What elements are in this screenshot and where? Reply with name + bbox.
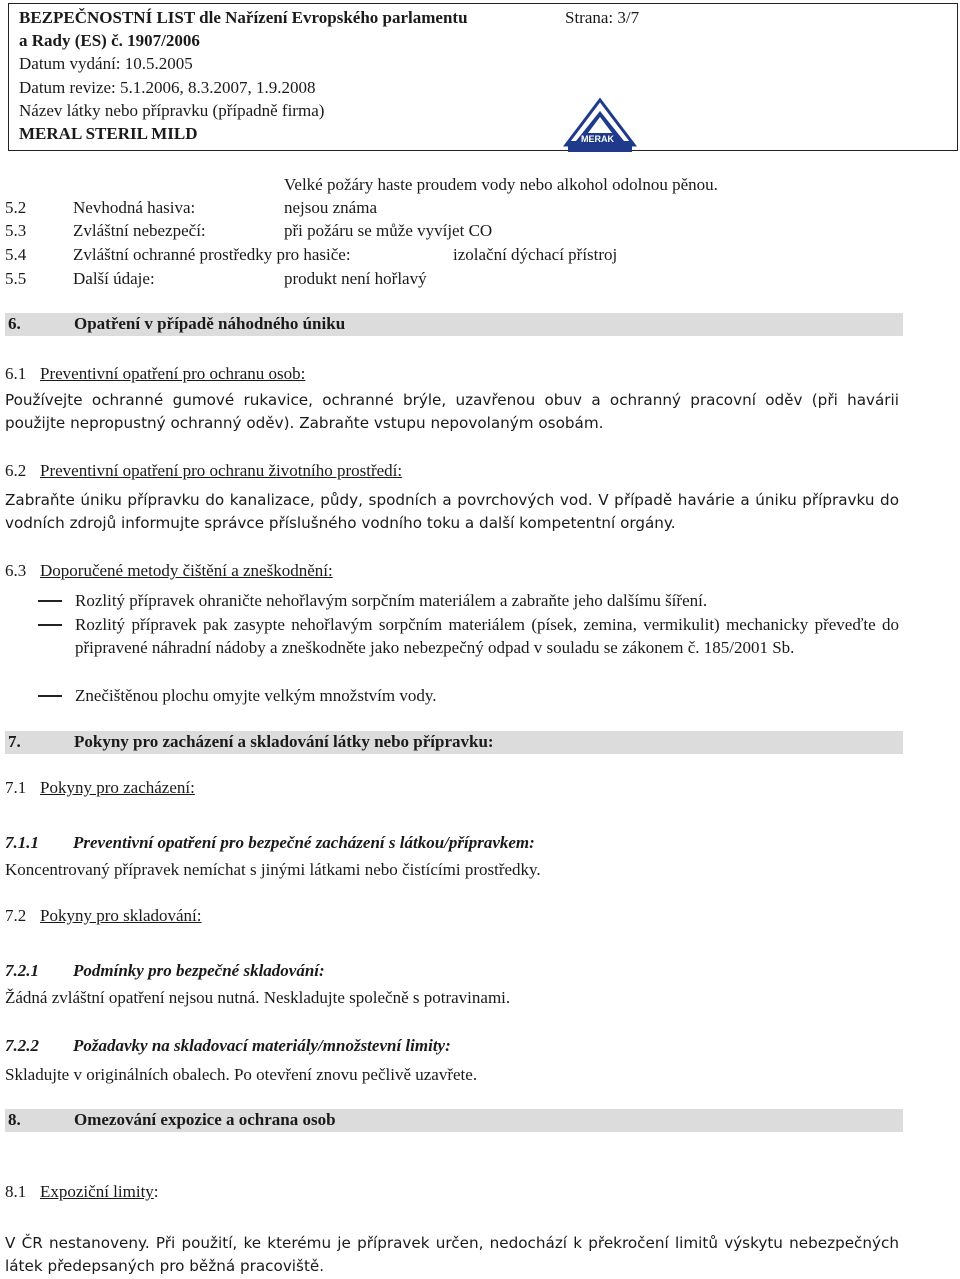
section-7-header — [5, 731, 903, 754]
fire-intro-line: Velké požáry haste proudem vody nebo alkohol odolnou pěnou. — [284, 175, 718, 194]
page-number: Strana: 3/7 — [565, 8, 640, 27]
subsection-7-2-number: 7.2 — [5, 906, 27, 925]
item-value: při požáru se může vyvíjet CO — [284, 221, 493, 240]
subsection-6-1-text: Používejte ochranné gumové rukavice, ochranné brýle, uzavřenou obuv a ochranný pracovní oděv (při havárii použijte nepropustný ochranný oděv). Zabraňte vstupu nepovolaným osobám. — [5, 391, 899, 432]
subsection-7-2-1-title: Podmínky pro bezpečné skladování: — [73, 961, 325, 980]
document-header — [8, 3, 958, 151]
subsection-8-1-heading — [40, 1181, 159, 1203]
section-title: Opatření v případě náhodného úniku — [74, 314, 346, 333]
item-number: 5.5 — [5, 269, 27, 288]
list-item: Rozlitý přípravek pak zasypte nehořlavým sorpčním materiálem (písek, zemina, vermikulit) mechanicky převeďte do připravené náhradní nádoby a zneškodněte jako nebezpečný odpad v souladu se zákonem č. 185/2001 Sb. — [75, 615, 899, 657]
revision-date: Datum revize: 5.1.2006, 8.3.2007, 1.9.2008 — [19, 78, 316, 97]
section-number: 7. — [8, 732, 21, 751]
section-title: Pokyny pro zacházení a skladování látky nebo přípravku: — [74, 732, 494, 751]
logo-text: MERAK — [581, 134, 614, 144]
subsection-6-2-title: Preventivní opatření pro ochranu životního prostředí: — [40, 461, 403, 480]
subsection-7-1-title: Pokyny pro zacházení: — [40, 778, 195, 797]
subsection-7-1-number: 7.1 — [5, 778, 27, 797]
product-name: MERAL STERIL MILD — [19, 124, 198, 143]
subsection-7-2-title: Pokyny pro skladování: — [40, 906, 202, 925]
subsection-6-3-number: 6.3 — [5, 561, 27, 580]
subsection-7-2-2-number: 7.2.2 — [5, 1036, 39, 1055]
product-name-label: Název látky nebo přípravku (případně firma) — [19, 101, 325, 120]
subsection-6-1-title: Preventivní opatření pro ochranu osob: — [40, 364, 306, 383]
list-item: Znečištěnou plochu omyjte velkým množstvím vody. — [75, 686, 437, 705]
dash-bullet-icon — [38, 695, 62, 697]
section-8-header — [5, 1109, 903, 1132]
item-number: 5.4 — [5, 245, 27, 264]
subsection-7-1-1-text: Koncentrovaný přípravek nemíchat s jinými látkami nebo čistícími prostředky. — [5, 860, 541, 879]
item-number: 5.2 — [5, 198, 27, 217]
subsection-7-2-2-text: Skladujte v originálních obalech. Po otevření znovu pečlivě uzavřete. — [5, 1065, 478, 1084]
item-value: nejsou známa — [284, 198, 377, 217]
subsection-7-1-1-number: 7.1.1 — [5, 833, 39, 852]
issue-date: Datum vydání: 10.5.2005 — [19, 54, 193, 73]
item-value: produkt není hořlavý — [284, 269, 427, 288]
subsection-7-2-1-number: 7.2.1 — [5, 961, 39, 980]
item-value: izolační dýchací přístroj — [453, 245, 618, 264]
dash-bullet-icon — [38, 600, 62, 602]
item-label: Nevhodná hasiva: — [73, 198, 196, 217]
subsection-7-2-1-text: Žádná zvláštní opatření nejsou nutná. Neskladujte společně s potravinami. — [5, 988, 511, 1007]
item-number: 5.3 — [5, 221, 27, 240]
regulation-number: a Rady (ES) č. 1907/2006 — [19, 31, 200, 50]
section-title: Omezování expozice a ochrana osob — [74, 1110, 336, 1129]
subsection-6-3-title: Doporučené metody čištění a zneškodnění: — [40, 561, 333, 580]
subsection-8-1-text: V ČR nestanoveny. Při použití, ke kterému je přípravek určen, nedochází k překročení limitů výskytu nebezpečných látek předepsaných pro běžná pracoviště. — [5, 1234, 899, 1275]
item-label: Zvláštní nebezpečí: — [73, 221, 206, 240]
subsection-6-1-number: 6.1 — [5, 364, 27, 383]
section-number: 8. — [8, 1110, 21, 1129]
regulation-title: BEZPEČNOSTNÍ LIST dle Nařízení Evropského parlamentu — [19, 8, 468, 27]
section-number: 6. — [8, 314, 21, 333]
subsection-8-1-colon: : — [153, 1182, 159, 1201]
list-item: Rozlitý přípravek ohraničte nehořlavým sorpčním materiálem a zabraňte jeho dalšímu šíření. — [75, 591, 708, 610]
subsection-8-1-number: 8.1 — [5, 1182, 27, 1201]
section-6-header — [5, 313, 903, 336]
dash-bullet-icon — [38, 624, 62, 626]
subsection-7-2-2-title: Požadavky na skladovací materiály/množstevní limity: — [73, 1036, 451, 1055]
subsection-7-1-1-title: Preventivní opatření pro bezpečné zacházení s látkou/přípravkem: — [73, 833, 535, 852]
subsection-6-2-text: Zabraňte úniku přípravku do kanalizace, půdy, spodních a povrchových vod. V případě havárie a úniku přípravku do vodních zdrojů informujte správce příslušného vodního toku a další kompetentní orgány. — [5, 491, 899, 532]
item-label: Další údaje: — [73, 269, 155, 288]
item-label: Zvláštní ochranné prostředky pro hasiče: — [73, 245, 351, 264]
subsection-6-2-number: 6.2 — [5, 461, 27, 480]
subsection-8-1-title: Expoziční limity — [40, 1182, 154, 1201]
